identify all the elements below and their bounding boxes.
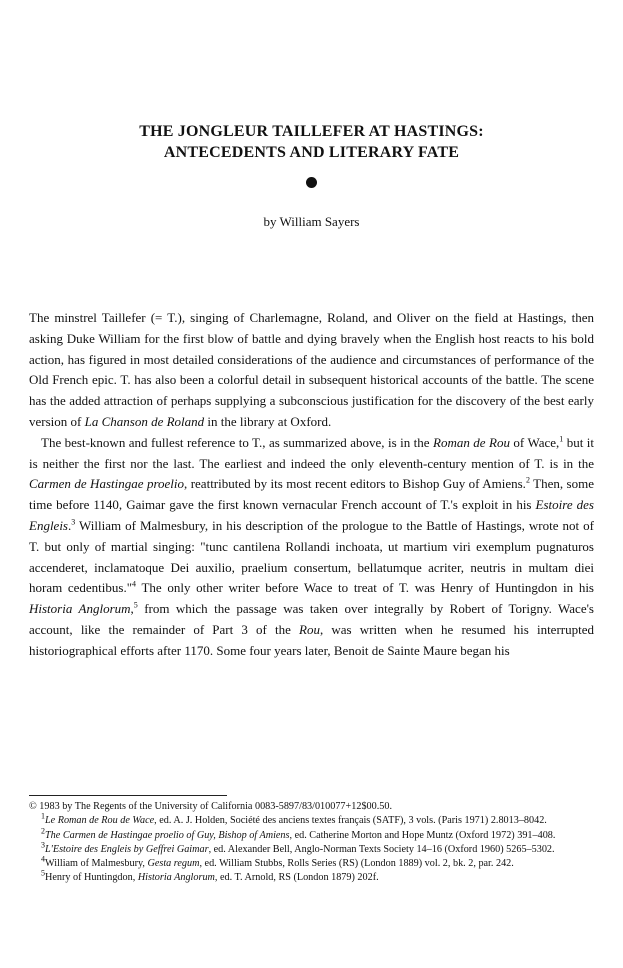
author-byline: by William Sayers: [263, 214, 360, 229]
body-paragraph-1: The minstrel Taillefer (= T.), singing of Charlemagne, Roland, and Oliver on the field at Hastings, then asking Duke William for the first blow of battle and dying bravely when the English host reacts to his bold action, has figured in most detailed considerations of the audience and circumstances of performance of the Old French epic. T. has also been a colorful detail in subsequent historical accounts of the battle. The scene has the added attraction of perhaps supplying a subconscious justification for the discovery of the best early version of La Chanson de Roland in the library at Oxford.: [29, 310, 594, 429]
body-paragraph-2: The best-known and fullest reference to T., as summarized above, is in the Roman de Rou of Wace,$^1$ but it is neither the first nor the last. The earliest and indeed the only eleventh-century mention of T. is in the Carmen de Hastingae proelio, reattributed by its most recent editors to Bishop Guy of Amiens.$^2$ Then, some time before 1140, Gaimar gave the first known vernacular French account of T.'s exploit in his Estoire des Engleis.$^3$ William of Malmesbury, in his description of the prologue to the Battle of Hastings, wrote not of T. but only of martial singing: "tunc cantilena Rollandi inchoata, ut martium viri exemplum pugnaturos accenderet, inclamatoque Dei auxilio, praelium consertum, bellatumque acriter, neutris in multam diei horam cedentibus."$^4$ The only other writer before Wace to treat of T. was Henry of Huntingdon in his Historia Anglorum,$^5$ from which the passage was taken over integrally by Robert of Torigny. Wace's account, like the remainder of Part 3 of the Rou, was written when he resumed his interrupted historiographical efforts after 1170. Some four years later, Benoit de Sainte Maure began his: [29, 434, 595, 658]
footnote-ref[interactable]: 5: [133, 600, 138, 610]
italic-title: Historia Anglorum: [29, 601, 131, 617]
footnote-1: $^1$Le Roman de Rou de Wace, ed. A. J. Holden, Société des anciens textes français (SATF), 3 vols. (Paris 1971) 2.8013–8042.: [41, 811, 547, 827]
footnote-2: $^2$The Carmen de Hastingae proelio of Guy, Bishop of Amiens, ed. Catherine Morton and Hope Muntz (Oxford 1972) 391–408.: [41, 826, 556, 841]
bullet-ornament-icon: [306, 177, 317, 188]
italic-title: Rou: [299, 621, 320, 637]
footnote-4: $^4$William of Malmesbury, Gesta regum, ed. William Stubbs, Rolls Series (RS) (London 1889) vol. 2, bk. 2, par. 242.: [41, 854, 514, 870]
footnote-ref[interactable]: 2: [525, 476, 530, 486]
footnote-3: $^3$L'Estoire des Engleis by Geffrei Gaimar, ed. Alexander Bell, Anglo-Norman Texts Society 14–16 (Oxford 1960) 5265–5302.: [41, 840, 555, 855]
footnote-ref[interactable]: 3: [71, 517, 76, 527]
italic-title: Roman de Rou: [433, 434, 510, 450]
article-title-line-2: ANTECEDENTS AND LITERARY FATE: [163, 144, 460, 161]
footnote-ref[interactable]: 4: [132, 580, 137, 590]
italic-title: La Chanson de Roland: [84, 413, 205, 429]
article-title: [40, 121, 583, 163]
footnote-5: $^5$Henry of Huntingdon, Historia Anglorum, ed. T. Arnold, RS (London 1879) 202f.: [41, 869, 379, 884]
italic-title: Estoire des Engleis: [29, 497, 594, 533]
article-body: [29, 308, 594, 662]
article-title-line-1: THE JONGLEUR TAILLEFER AT HASTINGS:: [139, 123, 484, 140]
italic-title: Carmen de Hastingae proelio: [29, 476, 185, 492]
footnote-ref[interactable]: 1: [559, 434, 564, 444]
footnotes: [29, 800, 594, 886]
footnote-divider: [29, 795, 227, 796]
copyright-line: © 1983 by The Regents of the University of California 0083-5897/83/010077+12$00.50.: [29, 801, 393, 812]
